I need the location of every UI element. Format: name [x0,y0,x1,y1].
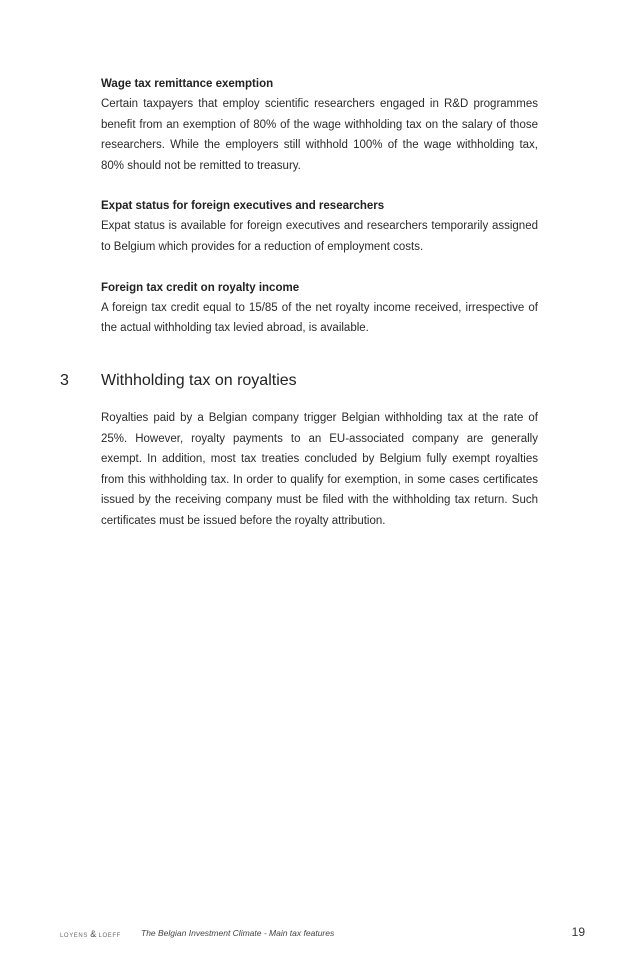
brand-right: LOEFF [98,933,121,939]
page-footer [60,925,585,943]
section-heading: Expat status for foreign executives and researchers [101,200,385,213]
brand-left: LOYENS [60,933,88,939]
section-paragraph: A foreign tax credit equal to 15/85 of the net royalty income received, irrespective of the actual withholding tax levied abroad, is available. [101,301,538,335]
section-wage-tax [101,74,538,176]
section-paragraph: Expat status is available for foreign executives and researchers temporarily assigned to Belgium which provides for a reduction of employment costs. [101,220,538,253]
section-heading: Wage tax remittance exemption [101,78,274,90]
main-content [101,74,538,359]
chapter-number: 3 [60,372,69,389]
footer-document-title: The Belgian Investment Climate - Main tax features [141,928,335,938]
brand-ampersand: & [90,929,97,939]
chapter-heading [60,368,540,394]
chapter-paragraph: Royalties paid by a Belgian company trigger Belgian withholding tax at the rate of 25%. However, royalty payments to an EU-associated company are generally exempt. In addition, most tax treaties concluded by Belgium fully exempt royalties from this withholding tax. In order to qualify for exemption, in some cases certificates issued by the receiving company must be filed with the withholding tax return. Such certificates must be issued before the royalty attribution. [101,412,538,527]
chapter-body [101,408,538,532]
section-heading: Foreign tax credit on royalty income [101,281,300,294]
chapter-title: Withholding tax on royalties [101,372,297,389]
section-expat-status [101,196,538,257]
page-number: 19 [571,925,585,939]
brand-logo [60,929,121,939]
section-foreign-tax-credit [101,278,538,339]
section-paragraph: Certain taxpayers that employ scientific researchers engaged in R&D programmes benefit from an exemption of 80% of the wage withholding tax on the salary of those researchers. While the employers still withhold 100% of the wage withholding tax, 80% should not be remitted to treasury. [101,98,538,172]
